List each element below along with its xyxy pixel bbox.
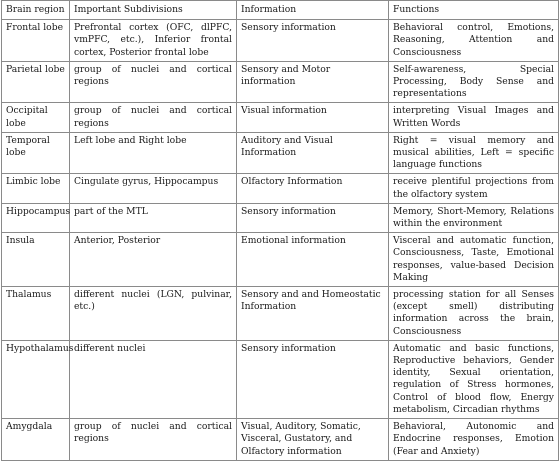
brain-regions-table-container xyxy=(1,0,558,461)
subdivisions-cell: Cingulate gyrus, Hippocampus xyxy=(70,174,237,203)
region-cell: Temporal lobe xyxy=(2,132,70,174)
functions-cell: Behavioral, Autonomic and Endocrine responses, Emotion (Fear and Anxiety) xyxy=(389,419,559,461)
functions-cell: processing station for all Senses (except smell) distributing information across the brain, Consciousness xyxy=(389,287,559,341)
region-cell: Hypothalamus xyxy=(2,340,70,418)
region-cell: Amygdala xyxy=(2,419,70,461)
table-row xyxy=(2,203,559,232)
information-cell: Visual, Auditory, Somatic, Visceral, Gustatory, and Olfactory information xyxy=(237,419,389,461)
subdivisions-cell: group of nuclei and cortical regions xyxy=(70,103,237,132)
table-header-row xyxy=(2,1,559,20)
information-cell: Sensory information xyxy=(237,20,389,62)
table-row xyxy=(2,287,559,341)
functions-cell: Memory, Short-Memory, Relations within the environment xyxy=(389,203,559,232)
region-cell: Insula xyxy=(2,233,70,287)
functions-cell: interpreting Visual Images and Written Words xyxy=(389,103,559,132)
subdivisions-cell: Anterior, Posterior xyxy=(70,233,237,287)
table-row xyxy=(2,340,559,418)
table-row xyxy=(2,174,559,203)
header-information: Information xyxy=(237,1,389,20)
information-cell: Sensory information xyxy=(237,203,389,232)
functions-cell: Behavioral control, Emotions, Reasoning, Attention and Consciousness xyxy=(389,20,559,62)
subdivisions-cell: different nuclei (LGN, pulvinar, etc.) xyxy=(70,287,237,341)
table-row xyxy=(2,132,559,174)
region-cell: Limbic lobe xyxy=(2,174,70,203)
region-cell: Hippocampus xyxy=(2,203,70,232)
header-important-subdivisions: Important Subdivisions xyxy=(70,1,237,20)
region-cell: Occipital lobe xyxy=(2,103,70,132)
information-cell: Auditory and Visual Information xyxy=(237,132,389,174)
header-brain-region: Brain region xyxy=(2,1,70,20)
functions-cell: receive plentiful projections from the olfactory system xyxy=(389,174,559,203)
functions-cell: Visceral and automatic function, Consciousness, Taste, Emotional responses, value-based Decision Making xyxy=(389,233,559,287)
region-cell: Thalamus xyxy=(2,287,70,341)
functions-cell: Self-awareness, Special Processing, Body Sense and representations xyxy=(389,61,559,103)
subdivisions-cell: Prefrontal cortex (OFC, dlPFC, vmPFC, etc.), Inferior frontal cortex, Posterior frontal lobe xyxy=(70,20,237,62)
region-cell: Frontal lobe xyxy=(2,20,70,62)
table-row xyxy=(2,419,559,461)
table-row xyxy=(2,20,559,62)
information-cell: Sensory and and Homeostatic Information xyxy=(237,287,389,341)
header-functions: Functions xyxy=(389,1,559,20)
functions-cell: Automatic and basic functions, Reproductive behaviors, Gender identity, Sexual orientation, regulation of Stress hormones, Control of blood flow, Energy metabolism, Circadian rhythms xyxy=(389,340,559,418)
information-cell: Sensory information xyxy=(237,340,389,418)
information-cell: Sensory and Motor information xyxy=(237,61,389,103)
functions-cell: Right = visual memory and musical abilities, Left = specific language functions xyxy=(389,132,559,174)
information-cell: Emotional information xyxy=(237,233,389,287)
subdivisions-cell: part of the MTL xyxy=(70,203,237,232)
brain-regions-table xyxy=(1,0,559,461)
region-cell: Parietal lobe xyxy=(2,61,70,103)
table-row xyxy=(2,233,559,287)
subdivisions-cell: group of nuclei and cortical regions xyxy=(70,61,237,103)
subdivisions-cell: different nuclei xyxy=(70,340,237,418)
table-row xyxy=(2,61,559,103)
subdivisions-cell: Left lobe and Right lobe xyxy=(70,132,237,174)
subdivisions-cell: group of nuclei and cortical regions xyxy=(70,419,237,461)
information-cell: Visual information xyxy=(237,103,389,132)
table-row xyxy=(2,103,559,132)
information-cell: Olfactory Information xyxy=(237,174,389,203)
